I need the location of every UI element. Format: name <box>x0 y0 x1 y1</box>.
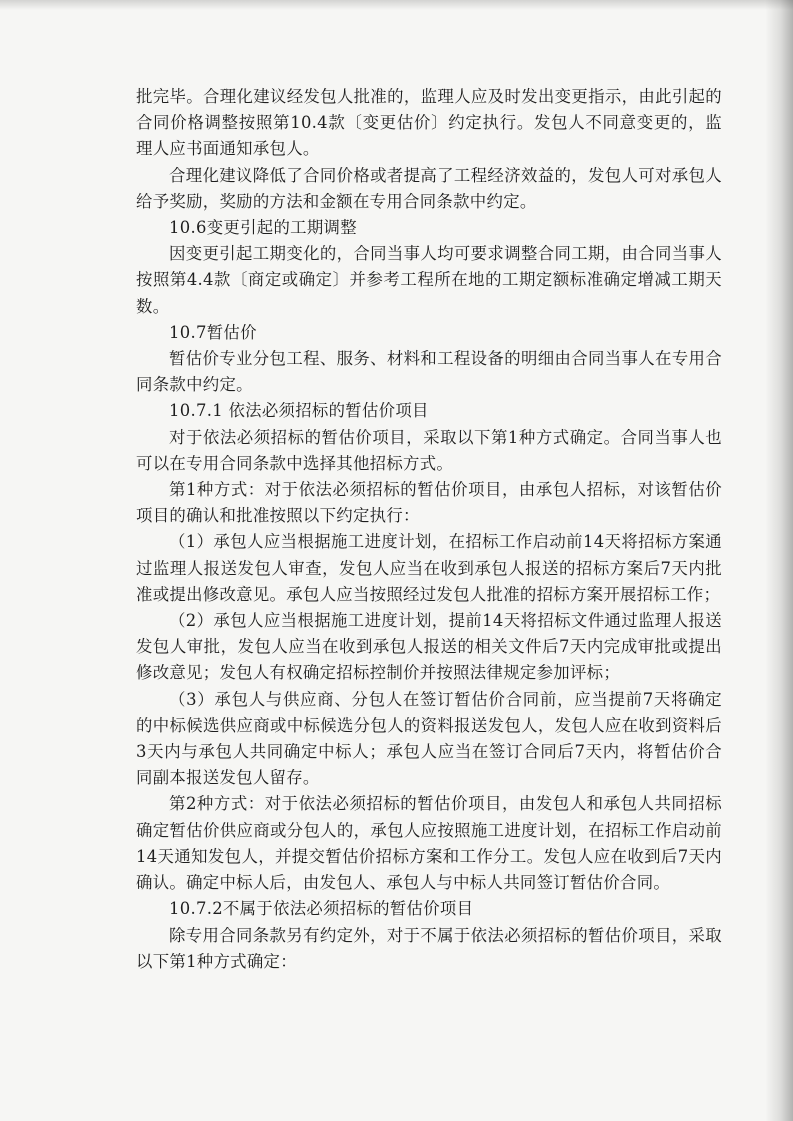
section-heading-10-7-1: 10.7.1 依法必须招标的暂估价项目 <box>169 401 429 421</box>
page-edge-shadow <box>765 0 793 1121</box>
document-body <box>136 84 722 975</box>
paragraph-method-1-item-3: （3）承包人与供应商、分包人在签订暂估价合同前，应当提前7天将确定的中标候选供应商或中标候选分包人的资料报送发包人，发包人应在收到资料后3天内与承包人共同确定中标人；承包人应当在签订合同后7天内，将暂估价合同副本报送发包人留存。 <box>136 689 722 788</box>
page-top-shadow <box>0 0 793 10</box>
paragraph-method-1-item-2: （2）承包人应当根据施工进度计划，提前14天将招标文件通过监理人报送发包人审批，发包人应当在收到承包人报送的相关文件后7天内完成审批或提出修改意见；发包人有权确定招标控制价并按照法律规定参加评标； <box>136 611 722 683</box>
section-heading-10-7: 10.7暂估价 <box>169 322 257 342</box>
paragraph-schedule-adjustment: 因变更引起工期变化的，合同当事人均可要求调整合同工期，由合同当事人按照第4.4款〔商定或确定〕并参考工程所在地的工期定额标准确定增减工期天数。 <box>136 244 722 316</box>
section-heading-10-6: 10.6变更引起的工期调整 <box>169 218 357 238</box>
paragraph-approval-continuation: 批完毕。合理化建议经发包人批准的，监理人应及时发出变更指示，由此引起的合同价格调整按照第10.4款〔变更估价〕约定执行。发包人不同意变更的，监理人应书面通知承包人。 <box>136 87 722 159</box>
paragraph-mandatory-tender-intro: 对于依法必须招标的暂估价项目，采取以下第1种方式确定。合同当事人也可以在专用合同条款中选择其他招标方式。 <box>136 427 722 473</box>
section-heading-10-7-2: 10.7.2不属于依法必须招标的暂估价项目 <box>169 899 474 919</box>
paragraph-reward: 合理化建议降低了合同价格或者提高了工程经济效益的，发包人可对承包人给予奖励，奖励的方法和金额在专用合同条款中约定。 <box>136 165 722 211</box>
paragraph-method-1-item-1: （1）承包人应当根据施工进度计划，在招标工作启动前14天将招标方案通过监理人报送发包人审查，发包人应当在收到承包人报送的招标方案后7天内批准或提出修改意见。承包人应当按照经过发包人批准的招标方案开展招标工作； <box>136 532 722 604</box>
paragraph-provisional-sum-details: 暂估价专业分包工程、服务、材料和工程设备的明细由合同当事人在专用合同条款中约定。 <box>136 349 722 395</box>
paragraph-non-mandatory-intro: 除专用合同条款另有约定外，对于不属于依法必须招标的暂估价项目，采取以下第1种方式确定： <box>136 925 722 971</box>
paragraph-method-1: 第1种方式：对于依法必须招标的暂估价项目，由承包人招标，对该暂估价项目的确认和批准按照以下约定执行： <box>136 480 722 526</box>
paragraph-method-2: 第2种方式：对于依法必须招标的暂估价项目，由发包人和承包人共同招标确定暂估价供应商或分包人的，承包人应按照施工进度计划，在招标工作启动前14天通知发包人，并提交暂估价招标方案和工作分工。发包人应在收到后7天内确认。确定中标人后，由发包人、承包人与中标人共同签订暂估价合同。 <box>136 794 722 893</box>
